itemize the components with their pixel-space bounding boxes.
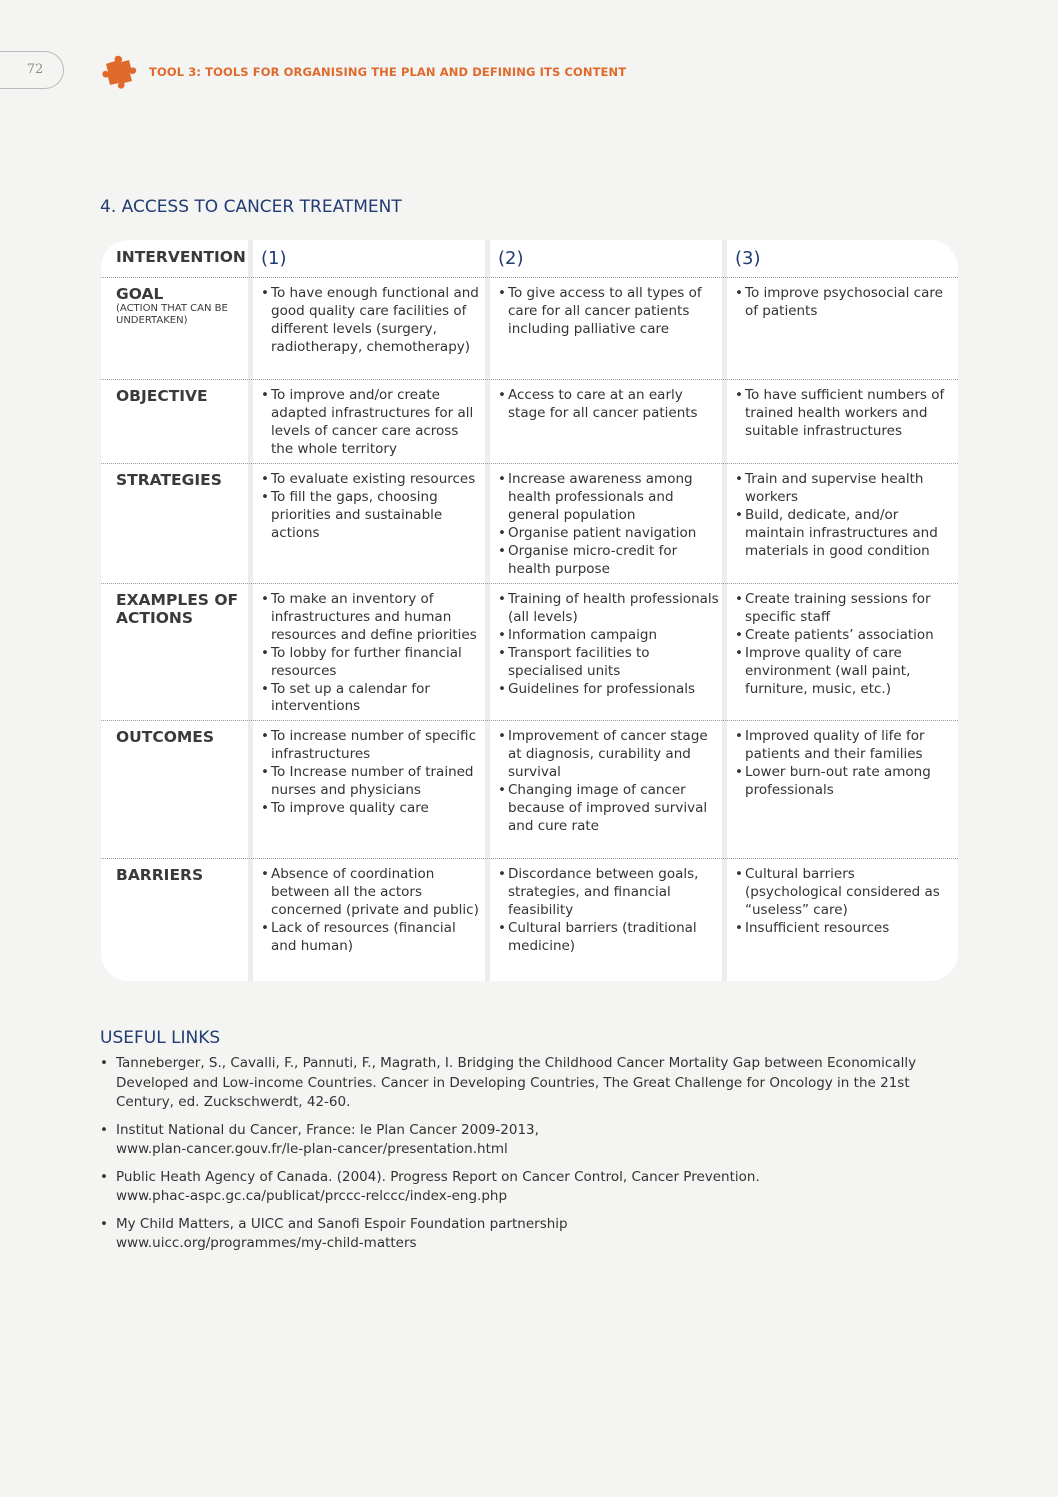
row-label-cell — [116, 728, 246, 746]
bullet-item: • To set up a calendar for interventions — [261, 681, 483, 717]
row-label: EXAMPLES OF ACTIONS — [116, 591, 239, 627]
link-item — [100, 1054, 960, 1113]
table-cell — [735, 387, 950, 441]
table-cell — [498, 471, 720, 578]
bullet-item: • Lack of resources (financial and human) — [261, 920, 483, 956]
link-item — [100, 1168, 960, 1207]
bullet-item: • Improvement of cancer stage at diagnosis, curability and survival — [498, 728, 720, 782]
column-header-1: (1) — [261, 248, 287, 269]
bullet-item: • Information campaign — [498, 627, 720, 645]
table-cell — [261, 387, 483, 459]
table-cell — [261, 866, 483, 956]
row-sublabel: (ACTION THAT CAN BE UNDERTAKEN) — [116, 303, 228, 326]
table-cell — [498, 591, 720, 698]
bullet-item: • Changing image of cancer because of improved survival and cure rate — [498, 782, 720, 836]
row-label: GOAL — [116, 285, 164, 303]
bullet-item: • To have sufficient numbers of trained health workers and suitable infrastructures — [735, 387, 950, 441]
bullet-item: • Organise patient navigation — [498, 525, 720, 543]
bullet-item: • To make an inventory of infrastructures and human resources and define priorities — [261, 591, 483, 645]
table-cell — [735, 285, 950, 321]
row-divider — [101, 720, 958, 721]
row-label-cell — [116, 285, 246, 327]
column-divider — [248, 240, 253, 981]
bullet-item: • To lobby for further financial resources — [261, 645, 483, 681]
bullet-item: • Discordance between goals, strategies, and financial feasibility — [498, 866, 720, 920]
row-divider — [101, 379, 958, 380]
table-cell — [261, 285, 483, 357]
table-cell — [498, 728, 720, 835]
bullet-item: • To evaluate existing resources — [261, 471, 483, 489]
row-label: BARRIERS — [116, 866, 204, 884]
bullet-item: • Lower burn-out rate among professionals — [735, 764, 950, 800]
useful-links-list — [100, 1054, 960, 1262]
link-url[interactable]: www.uicc.org/programmes/my-child-matters — [116, 1235, 417, 1251]
bullet-item: • To have enough functional and good quality care facilities of different levels (surgery, radiotherapy, chemotherapy) — [261, 285, 483, 357]
bullet-item: • To improve and/or create adapted infrastructures for all levels of cancer care across the whole territory — [261, 387, 483, 459]
bullet-item: • Improve quality of care environment (wall paint, furniture, music, etc.) — [735, 645, 950, 699]
bullet-item: • Cultural barriers (traditional medicine) — [498, 920, 720, 956]
table-cell — [498, 285, 720, 339]
link-url[interactable]: www.plan-cancer.gouv.fr/le-plan-cancer/presentation.html — [116, 1141, 508, 1157]
bullet-item: • Guidelines for professionals — [498, 681, 720, 699]
link-citation: • Tanneberger, S., Cavalli, F., Pannuti, F., Magrath, I. Bridging the Childhood Cancer Mortality Gap between Economically Developed and Low-income Countries. Cancer in Developing Countries, The Great Challenge for Oncology in the 21st Century, ed. Zuckschwerdt, 42-60. — [116, 1055, 917, 1110]
column-header-2: (2) — [498, 248, 524, 269]
row-label-cell — [116, 866, 246, 884]
bullet-item: • To give access to all types of care for all cancer patients including palliative care — [498, 285, 720, 339]
bullet-item: • To fill the gaps, choosing priorities and sustainable actions — [261, 489, 483, 543]
column-header-3: (3) — [735, 248, 761, 269]
intervention-header: INTERVENTION — [116, 248, 246, 266]
bullet-item: • Insufficient resources — [735, 920, 950, 938]
bullet-item: • To increase number of specific infrastructures — [261, 728, 483, 764]
table-cell — [735, 728, 950, 800]
table-cell — [498, 866, 720, 956]
bullet-item: • Transport facilities to specialised units — [498, 645, 720, 681]
column-divider — [722, 240, 727, 981]
table-cell — [498, 387, 720, 423]
link-citation: • Institut National du Cancer, France: le Plan Cancer 2009-2013, — [116, 1121, 539, 1138]
link-item — [100, 1215, 960, 1254]
row-divider — [101, 277, 958, 278]
bullet-item: • Increase awareness among health professionals and general population — [498, 471, 720, 525]
row-label-cell — [116, 591, 246, 627]
row-label: OUTCOMES — [116, 728, 215, 746]
bullet-item: • To Increase number of trained nurses and physicians — [261, 764, 483, 800]
page-number: 72 — [26, 62, 44, 77]
bullet-item: • Train and supervise health workers — [735, 471, 950, 507]
link-citation: • My Child Matters, a UICC and Sanofi Espoir Foundation partnership — [116, 1215, 568, 1232]
bullet-item: • Organise micro-credit for health purpose — [498, 543, 720, 579]
link-url[interactable]: www.phac-aspc.gc.ca/publicat/prccc-relccc/index-eng.php — [116, 1188, 508, 1204]
row-label: STRATEGIES — [116, 471, 222, 489]
useful-links-title: USEFUL LINKS — [100, 1028, 221, 1048]
header-title: TOOL 3: TOOLS FOR ORGANISING THE PLAN AND DEFINING ITS CONTENT — [149, 65, 627, 79]
bullet-item: • To improve psychosocial care of patients — [735, 285, 950, 321]
row-divider — [101, 858, 958, 859]
table-cell — [261, 471, 483, 543]
column-divider — [485, 240, 490, 981]
table-cell — [735, 591, 950, 698]
link-item — [100, 1121, 960, 1160]
bullet-item: • Create patients’ association — [735, 627, 950, 645]
bullet-item: • Absence of coordination between all the actors concerned (private and public) — [261, 866, 483, 920]
row-label-cell — [116, 471, 246, 489]
table-cell — [261, 728, 483, 818]
row-label: OBJECTIVE — [116, 387, 208, 405]
row-divider — [101, 463, 958, 464]
bullet-item: • Access to care at an early stage for all cancer patients — [498, 387, 720, 423]
puzzle-piece-icon — [100, 55, 138, 91]
row-divider — [101, 583, 958, 584]
row-label-cell — [116, 387, 246, 405]
section-title: 4. ACCESS TO CANCER TREATMENT — [100, 197, 402, 217]
bullet-item: • To improve quality care — [261, 800, 483, 818]
bullet-item: • Improved quality of life for patients and their families — [735, 728, 950, 764]
intervention-table — [101, 240, 958, 981]
bullet-item: • Build, dedicate, and/or maintain infrastructures and materials in good condition — [735, 507, 950, 561]
bullet-item: • Training of health professionals (all levels) — [498, 591, 720, 627]
link-citation: • Public Heath Agency of Canada. (2004). Progress Report on Cancer Control, Cancer Prevention. — [116, 1168, 760, 1185]
bullet-item: • Cultural barriers (psychological considered as “useless” care) — [735, 866, 950, 920]
table-cell — [735, 471, 950, 561]
table-cell — [735, 866, 950, 938]
bullet-item: • Create training sessions for specific staff — [735, 591, 950, 627]
table-cell — [261, 591, 483, 716]
